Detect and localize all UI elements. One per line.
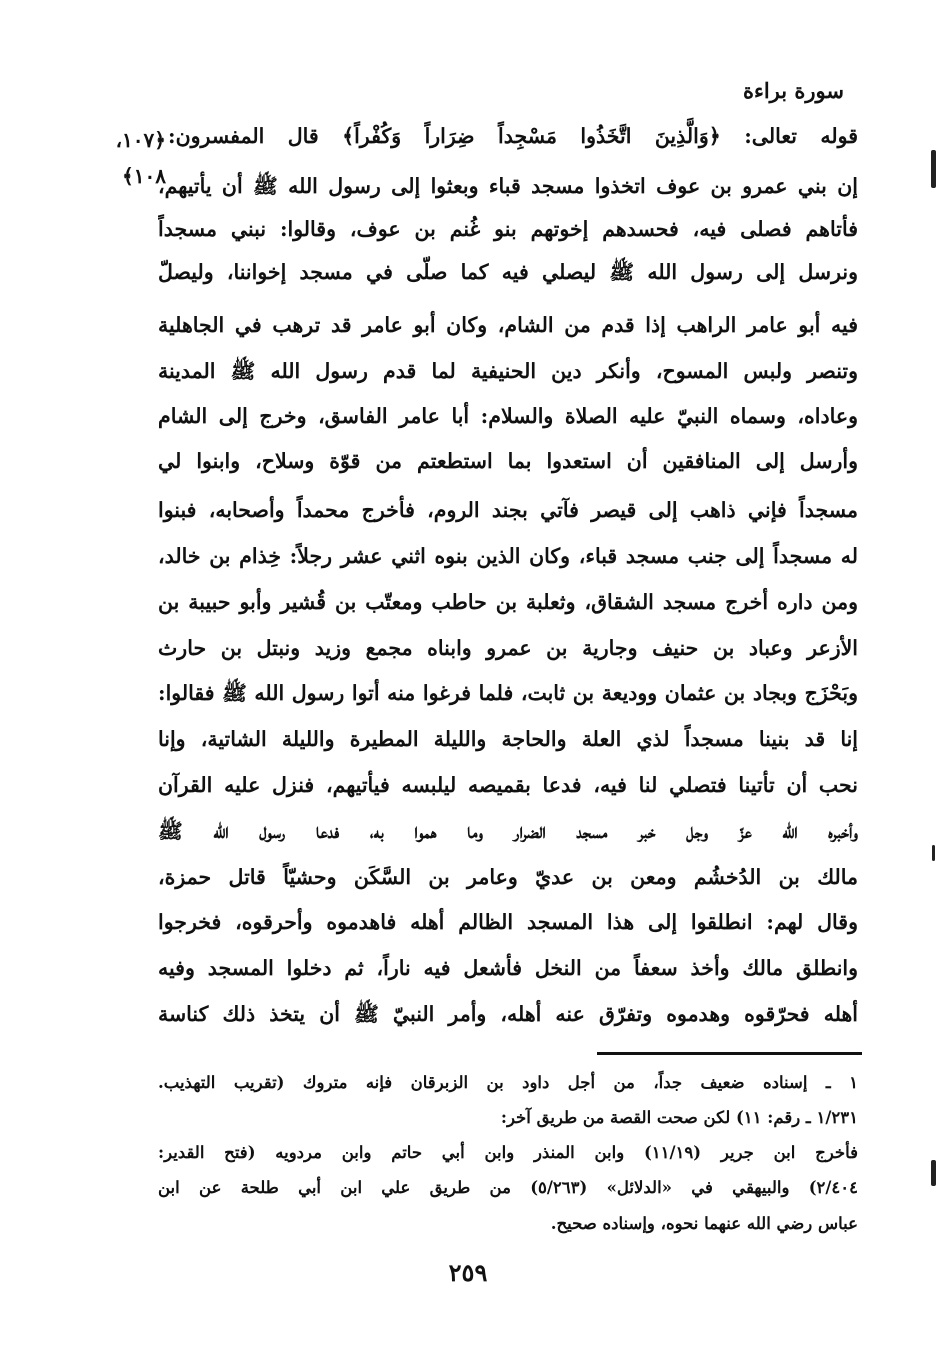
scan-edge-mark	[931, 1160, 936, 1186]
body-line: الأزعر وعباد بن حنيف وجارية بن عمرو وابناه مجمع وزيد ونبتل بن حارث	[158, 636, 858, 660]
verse-reference-line-2: ١٠٨﴾	[122, 164, 166, 188]
body-line: وانطلق مالك وأخذ سعفاً من النخل فأشعل فيه ناراً، ثم دخلوا المسجد وفيه	[158, 956, 858, 980]
body-line: مسجداً فإني ذاهب إلى قيصر فآتي بجند الروم، فأخرج محمداً وأصحابه، فبنوا	[158, 498, 858, 522]
body-line: ونرسل إلى رسول الله ﷺ ليصلي فيه كما صلّى في مسجد إخواننا، وليصلّ	[158, 260, 858, 284]
footnote-line: ١ ـ إسناده ضعيف جداً، من أجل داود بن الزبرقان فإنه متروك (تقريب التهذيب.	[158, 1073, 858, 1092]
body-line: وتنصر ولبس المسوح، وأنكر دين الحنيفية لما قدم رسول الله ﷺ المدينة	[158, 359, 858, 383]
body-line: وأخبره الله عزّ وجل خبر مسجد الضرار وما هموا به، فدعا رسول الله ﷺ	[158, 819, 858, 843]
body-line: قوله تعالى: ﴿وَالَّذِينَ اتَّخَذُوا مَسْجِداً ضِرَاراً وَكُفْراً﴾ قال المفسرون:	[168, 124, 858, 148]
body-line: وقال لهم: انطلقوا إلى هذا المسجد الظالم أهله فاهدموه وأحرقوه، فخرجوا	[158, 910, 858, 934]
body-line: أهله فحرّقوه وهدموه وتفرّق عنه أهله، وأمر النبيّ ﷺ أن يتخذ ذلك كناسة	[158, 1002, 858, 1026]
body-line: فيه أبو عامر الراهب إذا قدم من الشام، وكان أبو عامر قد ترهب في الجاهلية	[158, 313, 858, 337]
footnote-line: ٢/٤٠٤) والبيهقي في «الدلائل» (٥/٢٦٣) من طريق علي ابن أبي طلحة عن ابن	[158, 1178, 858, 1197]
footnote-line: فأخرج ابن جرير (١١/١٩) وابن المنذر وابن أبي حاتم وابن مردويه (فتح القدير:	[158, 1143, 858, 1162]
body-line: مالك بن الدُخشُم ومعن بن عديّ وعامر بن السَّكَن وحشيّاً قاتل حمزة،	[158, 865, 858, 889]
body-line: وعاداه، وسماه النبيّ عليه الصلاة والسلام: أبا عامر الفاسق، وخرج إلى الشام	[158, 404, 858, 428]
body-line: وأرسل إلى المنافقين أن استعدوا بما استطعتم من قوّة وسلاح، وابنوا لي	[158, 449, 858, 473]
body-line: فأتاهم فصلى فيه، فحسدهم إخوتهم بنو غُنم بن عوف، وقالوا: نبني مسجداً	[158, 217, 858, 241]
footnote-line: عباس رضي الله عنهما نحوه، وإسناده صحيح.	[550, 1214, 858, 1233]
body-line: إنا قد بنينا مسجداً لذي العلة والحاجة والليلة المطيرة والليلة الشاتية، وإنا	[158, 727, 858, 751]
body-line: نحب أن تأتينا فتصلي لنا فيه، فدعا بقميصه ليلبسه فيأتيهم، فنزل عليه القرآن	[158, 773, 858, 797]
scan-edge-mark	[932, 845, 935, 861]
scan-edge-mark	[931, 150, 936, 188]
body-line: وبَحْزَج وبجاد بن عثمان ووديعة بن ثابت، فلما فرغوا منه أتوا رسول الله ﷺ فقالوا:	[158, 681, 858, 705]
verse-reference-line-1: ﴿١٠٧،	[115, 128, 166, 152]
verse-reference	[86, 122, 166, 194]
surah-header: سورة براءة	[742, 78, 844, 103]
page-number: ٢٥٩	[448, 1258, 488, 1287]
body-line: إن بني عمرو بن عوف اتخذوا مسجد قباء وبعثوا إلى رسول الله ﷺ أن يأتيهم،	[158, 174, 858, 198]
footnote-divider	[597, 1052, 862, 1055]
body-line: ومن داره أخرج مسجد الشقاق، وثعلبة بن حاطب ومعتّب بن قُشير وأبو حبيبة بن	[158, 590, 858, 614]
body-line: له مسجداً إلى جنب مسجد قباء، وكان الذين بنوه اثني عشر رجلاً: خِذام بن خالد،	[158, 544, 858, 568]
footnote-line: ١/٢٣١ ـ رقم: ١١) لكن صحت القصة من طريق آخر:	[500, 1108, 858, 1127]
